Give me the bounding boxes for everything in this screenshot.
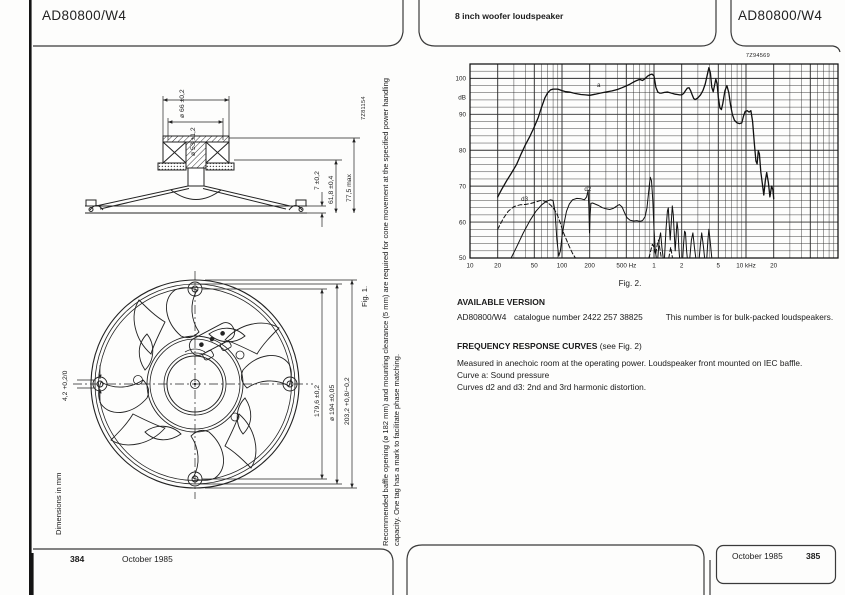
book-spine-line [29, 0, 32, 595]
note-line-1: Recommended baffle opening (ø 182 mm) and mounting clearance (5 mm) are required for cone movement at the specified power handling [381, 82, 390, 546]
model-number: AD80800/W4 [457, 312, 507, 322]
x-tick-label: 10 kHz [736, 262, 756, 270]
frc-heading-line [457, 336, 841, 354]
curve-d3 [669, 247, 673, 258]
x-tick-label: 200 [584, 262, 595, 270]
dim-hole-circle: 179,6 ±0,2 [314, 384, 321, 417]
x-tick-label: 2 [679, 262, 684, 270]
x-tick-label: 5 [716, 262, 721, 270]
y-tick-label: 50 [458, 255, 466, 263]
dim-baffle-hole: ø 194 ±0,05 [329, 384, 336, 421]
right-page-text [457, 297, 841, 393]
front-view-drawing [45, 255, 385, 527]
fig1-caption: Fig. 1. [360, 285, 369, 307]
curve-label-a: a [596, 81, 601, 89]
catalogue-number: catalogue number 2422 257 38825 [514, 312, 643, 322]
dim-flange-height: 7 ±0,2 [314, 171, 321, 190]
right-page-date: October 1985 [732, 551, 783, 561]
x-tick-label: 500 Hz [616, 262, 637, 270]
spine-smudge [29, 553, 34, 595]
x-tick-label: 10 [466, 262, 474, 270]
frc-line-1: Measured in anechoic room at the operating power. Loudspeaker front mounted on IEC baffle. [457, 358, 803, 369]
svg-text:Dimensions in mm: Dimensions in mm [54, 472, 63, 535]
x-tick-label: 100 [556, 262, 568, 270]
dim-depth-to-flange: 61,8 ±0,4 [328, 175, 335, 204]
right-tab-title: AD80800/W4 [738, 8, 823, 23]
left-page-date: October 1985 [122, 554, 173, 564]
curve-label-d3: d3 [521, 196, 529, 204]
graph-code: 7Z94569 [745, 53, 770, 59]
page-subject-title: 8 inch woofer loudspeaker [455, 11, 564, 21]
available-version-heading: AVAILABLE VERSION [457, 297, 545, 307]
left-tab-title: AD80800/W4 [42, 8, 127, 23]
dim-outer-diameter: 203,2 +0,8/−0,2 [344, 377, 351, 425]
dim-inner-magnet: ø 53 ±1,2 [190, 127, 197, 156]
rotated-note [379, 56, 405, 550]
dim-hole-diameter: 4,2 +0,2/0 [62, 370, 69, 401]
frc-heading-suffix: (see Fig. 2) [597, 341, 642, 352]
x-tick-label: 20 [770, 262, 778, 270]
y-tick-label: 90 [458, 111, 466, 119]
speaker-front [73, 271, 313, 499]
x-tick-label: 50 [530, 262, 538, 270]
available-version-line [457, 311, 841, 323]
curve-d2 [665, 206, 680, 258]
curve-d2 [683, 231, 688, 258]
frc-heading: FREQUENCY RESPONSE CURVES [457, 341, 598, 352]
curve-label-d2: d2 [584, 186, 592, 194]
dim-total-depth: 77,5 max [346, 174, 353, 202]
fig2-caption: Fig. 2. [618, 279, 642, 288]
right-page-number: 385 [806, 551, 821, 561]
cross-section-drawing [50, 60, 380, 265]
y-tick-label: 80 [458, 147, 466, 155]
frc-line-3: Curves d2 and d3: 2nd and 3rd harmonic distortion. [457, 382, 647, 393]
cross-section-code: 7Z81154 [361, 96, 367, 120]
bulk-pack-note: This number is for bulk-packed loudspeakers. [665, 312, 834, 322]
x-tick-label: 20 [494, 262, 502, 270]
y-tick-label: 70 [458, 183, 466, 191]
frequency-response-chart [452, 48, 845, 288]
dimensions-note [50, 455, 68, 555]
frc-line-2: Curve a: Sound pressure [457, 370, 550, 381]
y-axis-unit: dB [458, 94, 466, 102]
left-page-number: 384 [70, 554, 85, 564]
dim-outer-magnet: ø 66 ±0,2 [179, 89, 186, 118]
y-tick-label: 100 [455, 75, 466, 83]
x-tick-label: 1 [652, 262, 656, 270]
y-tick-label: 60 [458, 219, 466, 227]
note-line-2: capacity. One tag has a mark to facilitate phase matching. [392, 353, 401, 546]
